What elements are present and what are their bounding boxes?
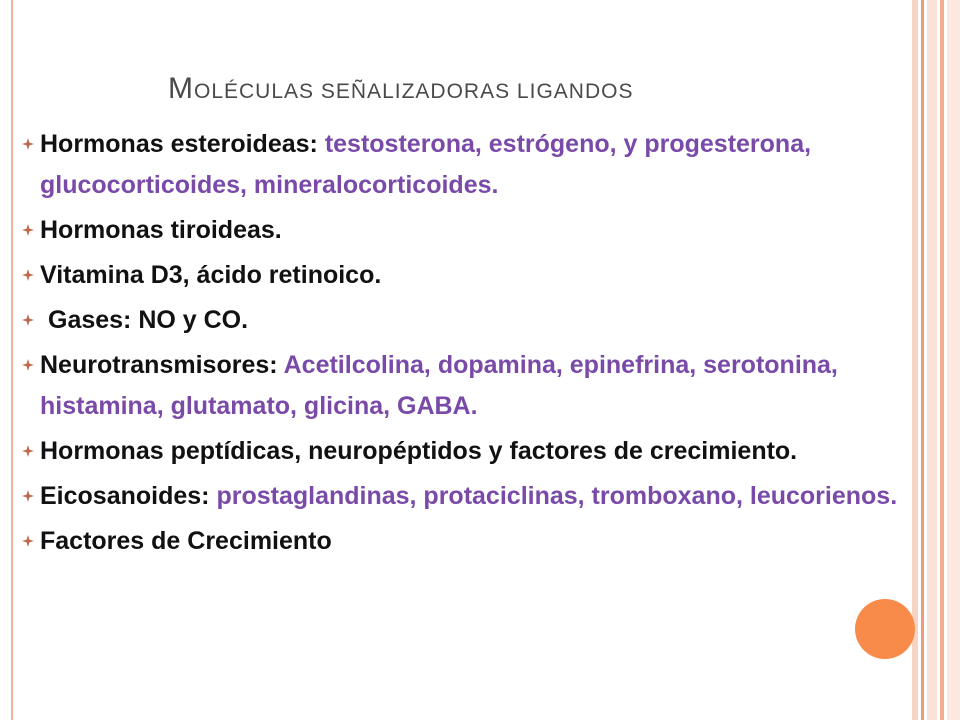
bullet-label: Hormonas esteroideas xyxy=(40,130,310,158)
bullet-item-hormonas-esteroideas: Hormonas esteroideas: testosterona, estrógeno, y progesterona, glucocorticoides, mineralocorticoides. xyxy=(18,124,938,206)
bullet-detail: prostaglandinas, protaciclinas, tromboxano, leucorienos. xyxy=(216,482,898,510)
diamond-bullet-icon xyxy=(22,445,34,457)
bullet-item-hormonas-tiroideas xyxy=(18,210,938,251)
bullet-detail: Acetilcolina, dopamina, epinefrina, serotonina, histamina, glutamato, glicina, GABA. xyxy=(40,351,838,420)
bullet-item-gases xyxy=(18,300,938,341)
bullet-label: Factores de Crecimiento xyxy=(40,527,332,555)
diamond-bullet-icon xyxy=(22,138,34,150)
diamond-bullet-icon xyxy=(22,314,34,326)
bullet-item-vitamina-d3 xyxy=(18,255,938,296)
bullet-item-eicosanoides xyxy=(18,476,938,517)
diamond-bullet-icon xyxy=(22,224,34,236)
left-decorative-rule xyxy=(11,0,13,720)
diamond-bullet-icon xyxy=(22,359,34,371)
bullet-item-factores-de-crecimiento xyxy=(18,521,938,562)
bullet-label: Hormonas tiroideas. xyxy=(40,216,282,244)
bullet-list xyxy=(18,124,938,566)
bullet-item-hormonas-peptidicas xyxy=(18,431,938,472)
bullet-label: Neurotransmisores: xyxy=(40,351,278,379)
slide-title: MOLÉCULAS SEÑALIZADORAS LIGANDOS xyxy=(168,72,634,105)
decorative-orange-circle xyxy=(855,599,915,659)
bullet-label: Vitamina D3, ácido retinoico. xyxy=(40,261,382,289)
bullet-label: Gases: NO y CO. xyxy=(48,306,249,334)
bullet-label: Hormonas peptídicas, neuropéptidos y factores de crecimiento. xyxy=(40,437,798,465)
diamond-bullet-icon xyxy=(22,269,34,281)
diamond-bullet-icon xyxy=(22,490,34,502)
bullet-label: Eicosanoides: xyxy=(40,482,210,510)
diamond-bullet-icon xyxy=(22,535,34,547)
bullet-item-neurotransmisores xyxy=(18,345,938,427)
bullet-detail: testosterona, estrógeno, y progesterona, glucocorticoides, mineralocorticoides. xyxy=(40,130,812,199)
